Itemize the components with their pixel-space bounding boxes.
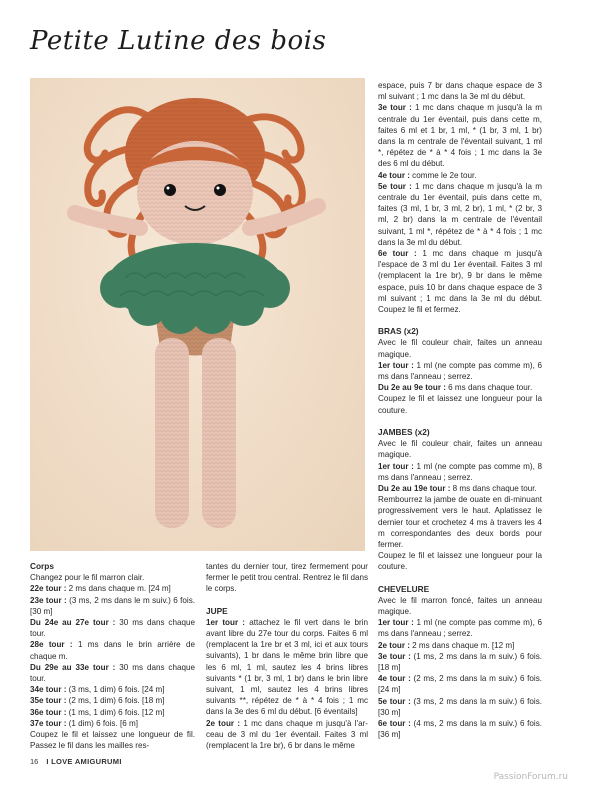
instruction-line	[206, 561, 368, 595]
round-label: 5e tour :	[378, 181, 412, 191]
instruction-text: (3 ms, 1 dim) 6 fois. [24 m]	[66, 685, 165, 695]
instruction-line	[378, 170, 542, 181]
watermark: PassionForum.ru	[493, 772, 568, 782]
instruction-line	[30, 707, 195, 718]
instruction-line	[378, 640, 542, 651]
instruction-line	[30, 572, 195, 583]
instruction-text: 8 ms dans chaque tour.	[450, 483, 537, 493]
instruction-line	[206, 617, 368, 718]
instruction-line	[378, 382, 542, 393]
round-label: 23e tour :	[30, 595, 67, 605]
instruction-text: Rembourrez la jambe de ouate en di-minuant progressivement vers le haut. Aplatissez le dernier tour et crochetez 4 ms à travers les 4 m correspondantes des deux bords pour fermer.	[378, 495, 542, 549]
instruction-text: (3 ms, 2 ms dans la m suiv.) 6 fois. [30 m]	[378, 696, 542, 717]
round-label: 37e tour :	[30, 718, 67, 728]
round-label: Du 2e au 9e tour :	[378, 383, 446, 393]
round-label: 1er tour :	[378, 618, 414, 628]
instruction-text: 30 ms dans chaque tour.	[30, 662, 195, 684]
spacer	[378, 573, 542, 584]
round-label: 1er tour :	[378, 360, 414, 370]
page-number: 16	[30, 757, 39, 766]
spacer	[206, 595, 368, 606]
instruction-text: 1 mc dans chaque m jusqu'à l'espace de 3 ml du 1er éventail. Faites 3 ml (remplacent la 1re br), 9 br dans le même espace, puis 10 br dans chaque espace de 3 ml suivant ; 1 mc dans la 3e ml du début. Coupez le fil et fermez.	[378, 249, 542, 315]
instruction-line	[378, 483, 542, 494]
instruction-text: (2 ms, 2 ms dans la m suiv.) 6 fois. [24 m]	[378, 674, 542, 695]
spacer	[378, 416, 542, 427]
round-label: 2e tour :	[206, 718, 241, 728]
section-heading: JAMBES (x2)	[378, 426, 430, 437]
instruction-line	[30, 695, 195, 706]
page-title: Petite Lutine des bois	[30, 26, 327, 56]
round-label: 34e tour :	[30, 685, 67, 695]
instruction-text: 1 ml (ne compte pas comme m), 6 ms dans l'anneau ; serrez.	[378, 360, 542, 382]
instruction-text: espace, puis 7 br dans chaque espace de 3 ml suivant ; 1 mc dans la 3e ml du début.	[378, 81, 542, 102]
instruction-line	[30, 662, 195, 684]
round-label: 4e tour :	[378, 170, 410, 180]
instruction-text: Coupez le fil et laissez une longueur pour la couture.	[378, 551, 542, 572]
round-label: 6e tour :	[378, 718, 411, 728]
instruction-line	[30, 617, 195, 639]
round-label: 28e tour :	[30, 640, 73, 650]
instruction-line	[30, 583, 195, 594]
instruction-line	[30, 729, 195, 751]
instruction-text: 1 ml (ne compte pas comme m), 6 ms dans l'anneau ; serrez.	[378, 618, 542, 639]
instruction-text: (4 ms, 2 ms dans la m suiv.) 6 fois. [36 m]	[378, 718, 542, 740]
round-label: 3e tour :	[378, 103, 412, 113]
instruction-line	[30, 718, 195, 729]
instruction-line	[378, 337, 542, 359]
instruction-line	[378, 494, 542, 550]
instruction-text: 6 ms dans chaque tour.	[445, 383, 533, 393]
middle-column	[206, 561, 368, 751]
right-column	[378, 80, 542, 740]
instruction-line	[378, 80, 542, 102]
instruction-text: tantes du dernier tour, tirez fermement pour fermer le petit trou central. Rentrez le fil dans le corps.	[206, 562, 368, 594]
round-label: 2e tour :	[378, 640, 410, 650]
instruction-line	[206, 718, 368, 752]
instruction-text: Avec le fil marron foncé, faites un anneau magique.	[378, 595, 542, 616]
instruction-text: 2 ms dans chaque m. [24 m]	[66, 584, 171, 594]
instruction-text: 1 ms dans le brin arrière de chaque m.	[30, 640, 195, 661]
instruction-line	[378, 393, 542, 415]
instruction-line	[378, 696, 542, 718]
section-heading: BRAS (x2)	[378, 326, 419, 337]
round-label: 3e tour :	[378, 651, 411, 661]
section-heading: CHEVELURE	[378, 583, 430, 594]
section-heading: JUPE	[206, 605, 228, 616]
round-label: 5e tour :	[378, 696, 411, 706]
instruction-text: Coupez le fil et laissez une longueur pour la couture.	[378, 394, 542, 415]
instruction-text: Coupez le fil et laissez une longueur de fil. Passez le fil dans les mailles res-	[30, 730, 195, 751]
instruction-line	[378, 461, 542, 483]
instruction-line	[378, 102, 542, 169]
round-label: Du 2e au 19e tour :	[378, 483, 451, 493]
instruction-text: 2 ms dans chaque m. [12 m]	[409, 640, 515, 650]
round-label: 1er tour :	[378, 461, 414, 471]
instruction-line	[378, 181, 542, 248]
instruction-line	[30, 639, 195, 661]
instruction-line	[378, 438, 542, 460]
instruction-line	[378, 248, 542, 315]
instruction-text: Changez pour le fil marron clair.	[30, 573, 145, 583]
instruction-text: (1 ms, 1 dim) 6 fois. [12 m]	[66, 707, 165, 717]
instruction-line	[378, 651, 542, 673]
instruction-line	[378, 595, 542, 617]
instruction-text: comme le 2e tour.	[409, 170, 477, 180]
round-label: 35e tour :	[30, 696, 67, 706]
instruction-line	[378, 617, 542, 639]
instruction-text: (3 ms, 2 ms dans le m suiv.) 6 fois. [30 m]	[30, 595, 195, 616]
round-label: 6e tour :	[378, 249, 417, 259]
magazine-brand: I LOVE AMIGURUMI	[46, 757, 122, 766]
doll-illustration	[30, 78, 365, 551]
instruction-text: (2 ms, 1 dim) 6 fois. [18 m]	[66, 696, 165, 706]
instruction-text: Avec le fil couleur chair, faites un anneau magique.	[378, 439, 542, 460]
instruction-text: 1 ml (ne compte pas comme m), 8 ms dans l'anneau ; serrez.	[378, 461, 542, 482]
round-label: 4e tour :	[378, 674, 411, 684]
instruction-text: 1 mc dans chaque m jusqu'à la m centrale du 1er éventail, puis dans cette m, faites (3 ml, 1 br, 3 ml, 2 br), 1 ml, * (2 br, 3 ml, 2 br) dans la m centrale de l'éventail suivant, 1 ml *, répétez de * à * 4 fois ; 1 mc dans la 3e ml du début.	[378, 181, 542, 247]
round-label: 22e tour :	[30, 584, 67, 594]
instruction-line	[30, 684, 195, 695]
instruction-text: 1 mc dans chaque m jusqu'à l'ar-ceau de 3 ml du 1er éventail. Faites 3 ml (remplacent la 1re br), 6 br dans le même	[206, 718, 368, 751]
page-footer	[30, 757, 122, 766]
instruction-text: 30 ms dans chaque tour.	[30, 618, 195, 639]
round-label: 36e tour :	[30, 707, 67, 717]
instruction-line	[378, 550, 542, 572]
instruction-text: attachez le fil vert dans le brin avant libre du 27e tour du corps. Faites 6 ml (remplacent la 1re br et 3 ml, ici et aux tours suivants), 1 br dans le même brin libre que les 6 ml, 1 ml, sautez les 4 brins libres suivants * (1 br, 3 ml, 1 br) dans le brin libre suivant, 1 ml, sautez les 4 brins libres suivants **, répétez de * à * 4 fois ; 1 mc dans la 3e des 6 ml du début. [6 éventails]	[206, 617, 368, 717]
round-label: Du 29e au 33e tour :	[30, 662, 116, 672]
instruction-text: 1 mc dans chaque m jusqu'à la m centrale du 1er éventail, puis dans cette m, faites 6 ml et 1 br, 1 ml, * (1 br, 3 ml, 1 br) dans la m centrale de l'éventail suivant, 1 ml *, répétez de * à * 4 fois ; 1 mc dans la 3e des 6 ml du début.	[378, 103, 542, 169]
left-column	[30, 561, 195, 751]
instruction-text: Avec le fil couleur chair, faites un anneau magique.	[378, 338, 542, 359]
instruction-line	[378, 673, 542, 695]
round-label: Du 24e au 27e tour :	[30, 618, 116, 628]
spacer	[378, 315, 542, 326]
amigurumi-doll-photo	[30, 78, 365, 551]
round-label: 1er tour :	[206, 617, 245, 627]
instruction-text: (1 dim) 6 fois. [6 m]	[66, 718, 138, 728]
instruction-line	[30, 595, 195, 617]
instruction-text: (1 ms, 2 ms dans la m suiv.) 6 fois. [18 m]	[378, 651, 542, 672]
instruction-line	[378, 360, 542, 382]
instruction-line	[378, 718, 542, 740]
section-heading: Corps	[30, 561, 54, 571]
